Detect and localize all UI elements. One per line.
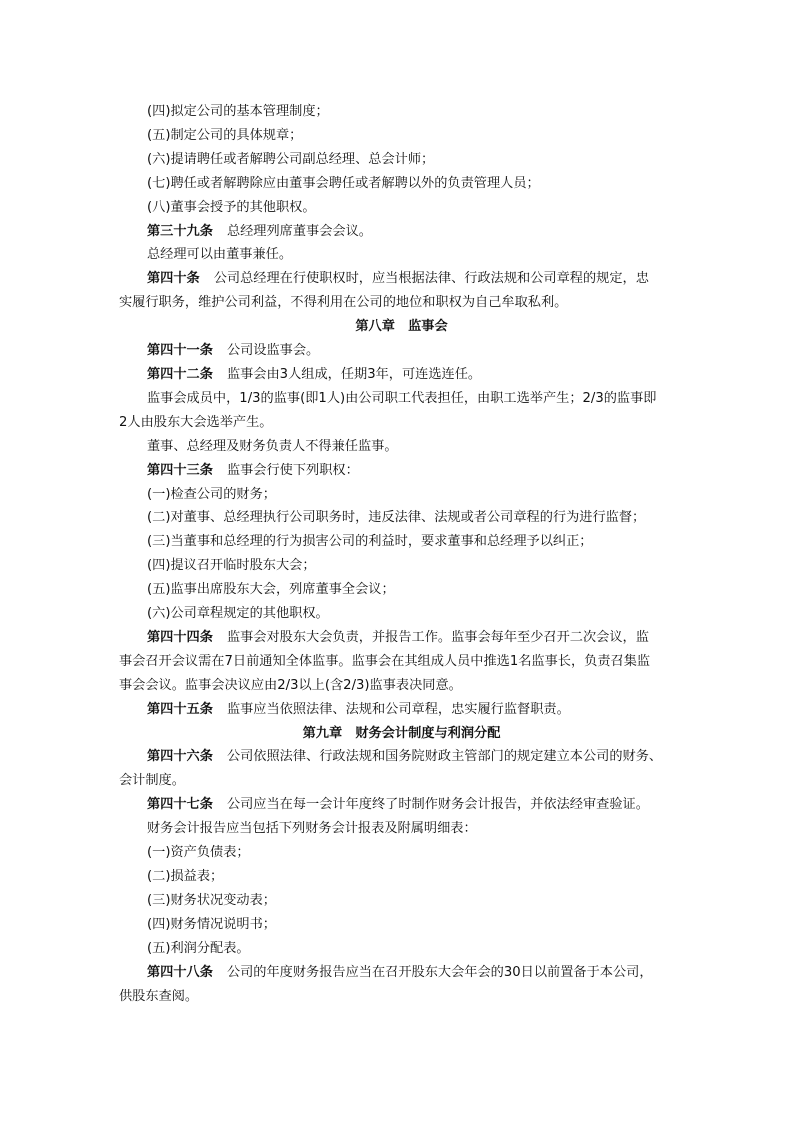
item-text: (二)对董事、总经理执行公司职务时，违反法律、法规或者公司章程的行为进行监督； <box>147 510 646 526</box>
article-text: 监事会由3人组成，任期3年，可连选连任。 <box>226 366 482 382</box>
item-text: (七)聘任或者解聘除应由董事会聘任或者解聘以外的负责管理人员； <box>147 175 540 191</box>
article-46 <box>119 745 684 769</box>
article-number: 第四十八条 <box>147 964 213 980</box>
article-text: 公司依照法律、行政法规和国务院财政主管部门的规定建立本公司的财务、 <box>226 749 663 765</box>
paragraph-text: 总经理可以由董事兼任。 <box>147 247 293 263</box>
item-text: (六)提请聘任或者解聘公司副总经理、总会计师； <box>147 151 435 167</box>
item-text: (三)当董事和总经理的行为损害公司的利益时，要求董事和总经理予以纠正； <box>147 534 593 550</box>
article-48 <box>119 961 684 985</box>
article-number: 第四十七条 <box>147 797 213 813</box>
paragraph-text: 监事会成员中，1/3的监事(即1人)由公司职工代表担任，由职工选举产生；2/3的监事即 <box>147 390 657 406</box>
article-text-continued: 供股东查阅。 <box>119 988 199 1004</box>
article-text: 总经理列席董事会会议。 <box>226 223 372 239</box>
document-page <box>119 100 684 1008</box>
article-number: 第四十三条 <box>147 462 213 478</box>
article-number: 第四十二条 <box>147 366 213 382</box>
item-text: (一)资产负债表； <box>147 845 250 861</box>
article-text: 公司设监事会。 <box>226 343 320 359</box>
article-45 <box>119 698 684 722</box>
article-text: 公司应当在每一会计年度终了时制作财务会计报告，并依法经审查验证。 <box>226 797 649 813</box>
chapter-9-heading: 第九章 财务会计制度与利润分配 <box>302 725 501 741</box>
article-text: 公司总经理在行使职权时，应当根据法律、行政法规和公司章程的规定，忠 <box>213 271 649 287</box>
paragraph-text-continued: 2人由股东大会选举产生。 <box>119 414 273 430</box>
item-text: (四)拟定公司的基本管理制度； <box>147 104 329 119</box>
item-text: (二)损益表； <box>147 869 224 884</box>
item-text: (四)财务情况说明书； <box>147 916 276 932</box>
article-number: 第四十条 <box>147 271 200 287</box>
article-number: 第三十九条 <box>147 223 213 239</box>
item-text: (四)提议召开临时股东大会； <box>147 558 316 574</box>
paragraph-text: 董事、总经理及财务负责人不得兼任监事。 <box>147 438 398 454</box>
article-40 <box>119 267 684 291</box>
article-text-continued: 实履行职务，维护公司利益，不得利用在公司的地位和职权为自己牟取私利。 <box>119 295 568 311</box>
article-number: 第四十一条 <box>147 343 213 359</box>
item-text: (五)制定公司的具体规章； <box>147 127 303 143</box>
article-44 <box>119 626 684 650</box>
paragraph-text: 财务会计报告应当包括下列财务会计报表及附属明细表： <box>147 821 477 837</box>
article-47 <box>119 793 684 817</box>
chapter-8-heading: 第八章 监事会 <box>355 319 448 335</box>
article-39 <box>119 220 684 244</box>
item-text: (六)公司章程规定的其他职权。 <box>147 606 329 622</box>
item-text: (三)财务状况变动表； <box>147 892 276 908</box>
item-text: (五)监事出席股东大会，列席董事全会议； <box>147 582 395 598</box>
article-text: 公司的年度财务报告应当在召开股东大会年会的30日以前置备于本公司， <box>226 964 653 980</box>
article-number: 第四十五条 <box>147 701 213 717</box>
item-text: (八)董事会授予的其他职权。 <box>147 199 316 215</box>
article-43 <box>119 459 684 483</box>
item-text: (一)检查公司的财务； <box>147 486 276 502</box>
article-text-continued: 事会召开会议需在7日前通知全体监事。监事会在其组成人员中推选1名监事长，负责召集监 <box>119 653 651 669</box>
article-text: 监事会行使下列职权： <box>226 462 359 478</box>
item-text: (五)利润分配表。 <box>147 940 250 956</box>
article-number: 第四十六条 <box>147 749 213 765</box>
article-42 <box>119 363 684 387</box>
article-text-continued: 事会会议。监事会决议应由2/3以上(含2/3)监事表决同意。 <box>119 677 462 693</box>
article-text: 监事应当依照法律、法规和公司章程，忠实履行监督职责。 <box>226 701 570 717</box>
article-41 <box>119 339 684 363</box>
article-text-continued: 会计制度。 <box>119 773 185 789</box>
article-text: 监事会对股东大会负责，并报告工作。监事会每年至少召开二次会议，监 <box>226 629 649 645</box>
article-number: 第四十四条 <box>147 629 213 645</box>
